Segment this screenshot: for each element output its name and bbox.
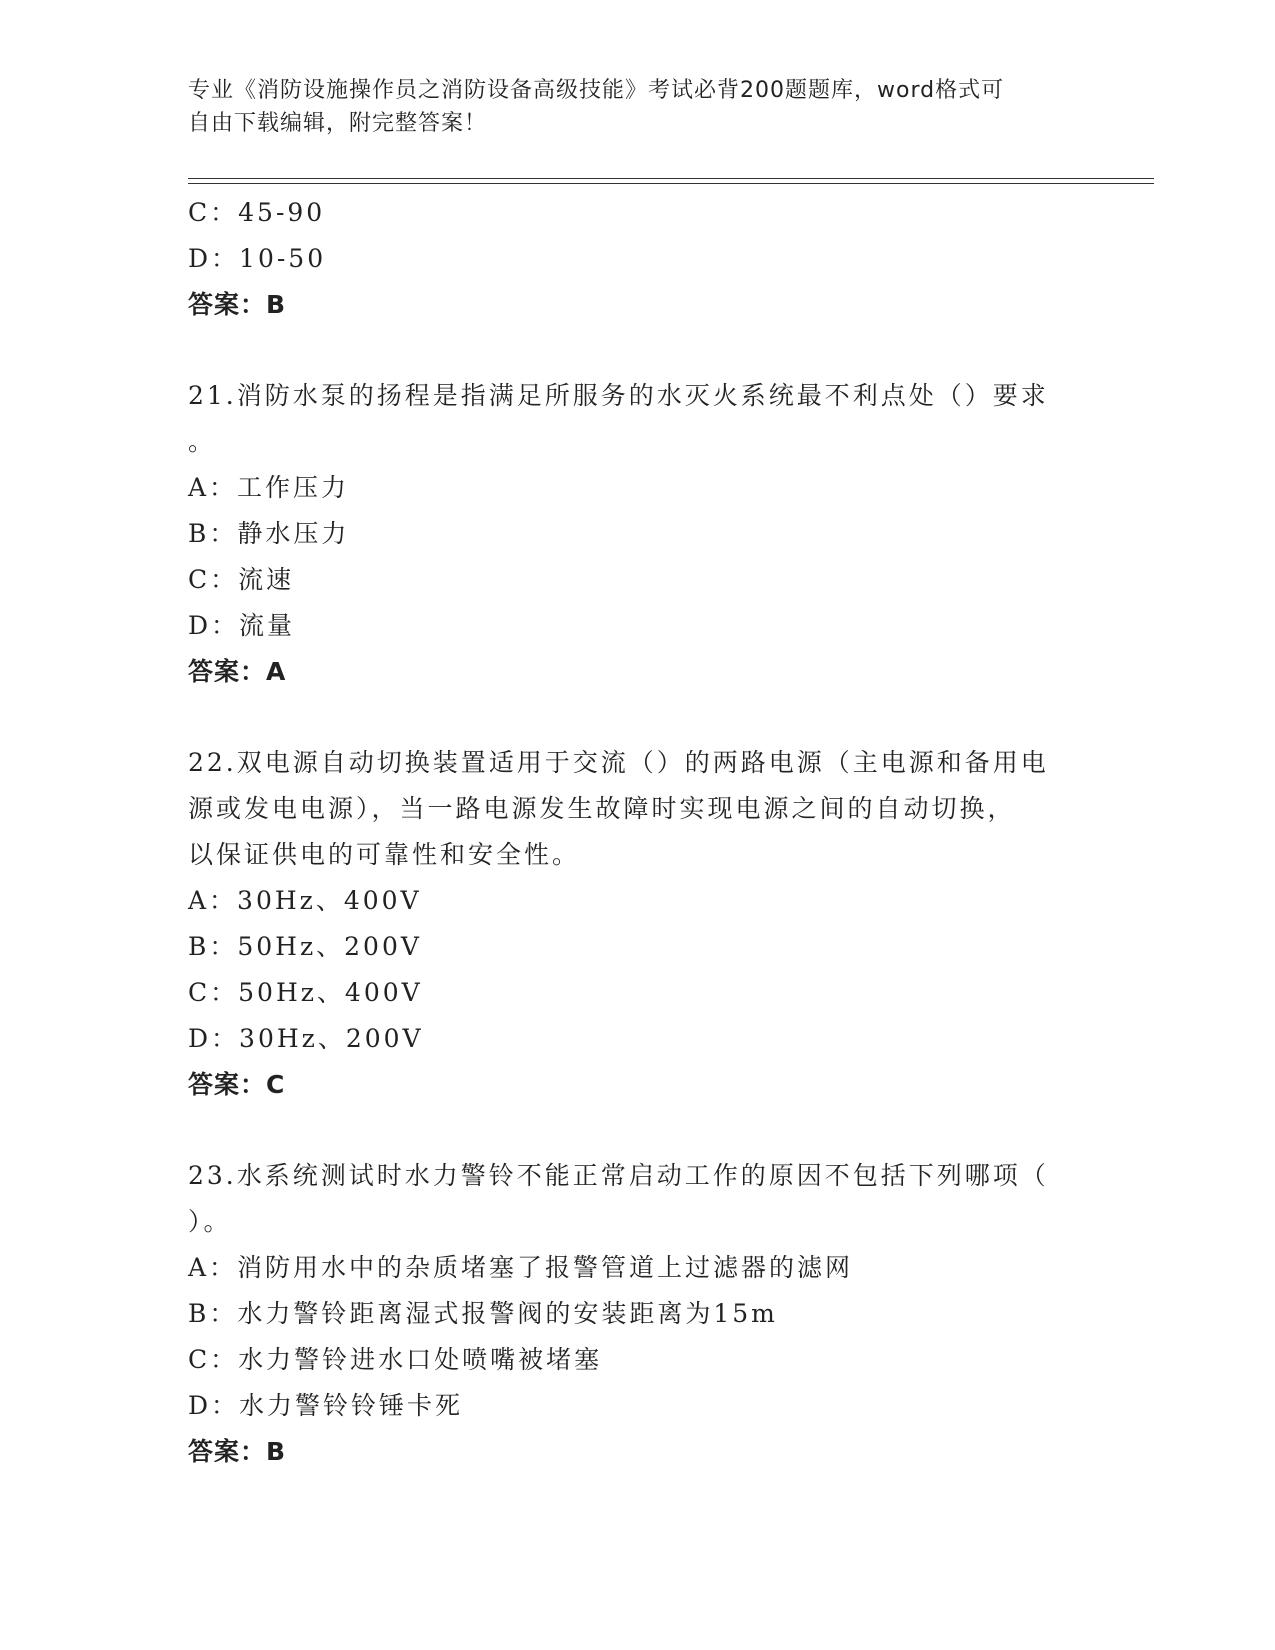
answer-label: 答案：C (188, 1070, 286, 1099)
question-stem: 源或发电电源），当一路电源发生故障时实现电源之间的自动切换， (188, 794, 1016, 823)
option-d: D：10-50 (188, 244, 327, 273)
option-a: A：30Hz、400V (188, 886, 422, 915)
question-21 (188, 373, 1088, 695)
answer-label: 答案：A (188, 657, 287, 686)
option-c: C：流速 (188, 565, 295, 594)
header-divider-bottom (188, 183, 1154, 184)
option-a: A：消防用水中的杂质堵塞了报警管道上过滤器的滤网 (188, 1253, 854, 1282)
option-d: D：流量 (188, 611, 296, 640)
option-c: C：50Hz、400V (188, 978, 423, 1007)
option-c: C：水力警铃进水口处喷嘴被堵塞 (188, 1345, 603, 1374)
option-b: B：静水压力 (188, 519, 350, 548)
question-23 (188, 1153, 1088, 1475)
answer-label: 答案：B (188, 1437, 287, 1466)
spacer (188, 1108, 1088, 1153)
option-b: B：50Hz、200V (188, 932, 422, 961)
question-list (188, 190, 1088, 1475)
option-c: C：45-90 (188, 198, 326, 227)
header-divider-top (188, 178, 1154, 179)
option-a: A：工作压力 (188, 473, 350, 502)
option-d: D：30Hz、200V (188, 1024, 424, 1053)
question-stem: 23.水系统测试时水力警铃不能正常启动工作的原因不包括下列哪项（ (188, 1161, 1049, 1190)
header-title-line-2: 自由下载编辑，附完整答案！ (188, 111, 488, 136)
question-stem: 21.消防水泵的扬程是指满足所服务的水灭火系统最不利点处（）要求 (188, 381, 1049, 410)
question-stem: 。 (188, 427, 217, 456)
page-header (188, 74, 1068, 140)
option-d: D：水力警铃铃锤卡死 (188, 1391, 464, 1420)
option-b: B：水力警铃距离湿式报警阀的安装距离为15m (188, 1299, 778, 1328)
question-stem: 22.双电源自动切换装置适用于交流（）的两路电源（主电源和备用电 (188, 748, 1049, 777)
header-title-line-1: 专业《消防设施操作员之消防设备高级技能》考试必背200题题库，word格式可 (188, 78, 1005, 103)
answer-label: 答案：B (188, 290, 287, 319)
question-stem: ）。 (188, 1207, 232, 1236)
question-20-continued (188, 190, 1088, 328)
question-22 (188, 740, 1088, 1108)
spacer (188, 695, 1088, 740)
spacer (188, 328, 1088, 373)
question-stem: 以保证供电的可靠性和安全性。 (188, 840, 581, 869)
